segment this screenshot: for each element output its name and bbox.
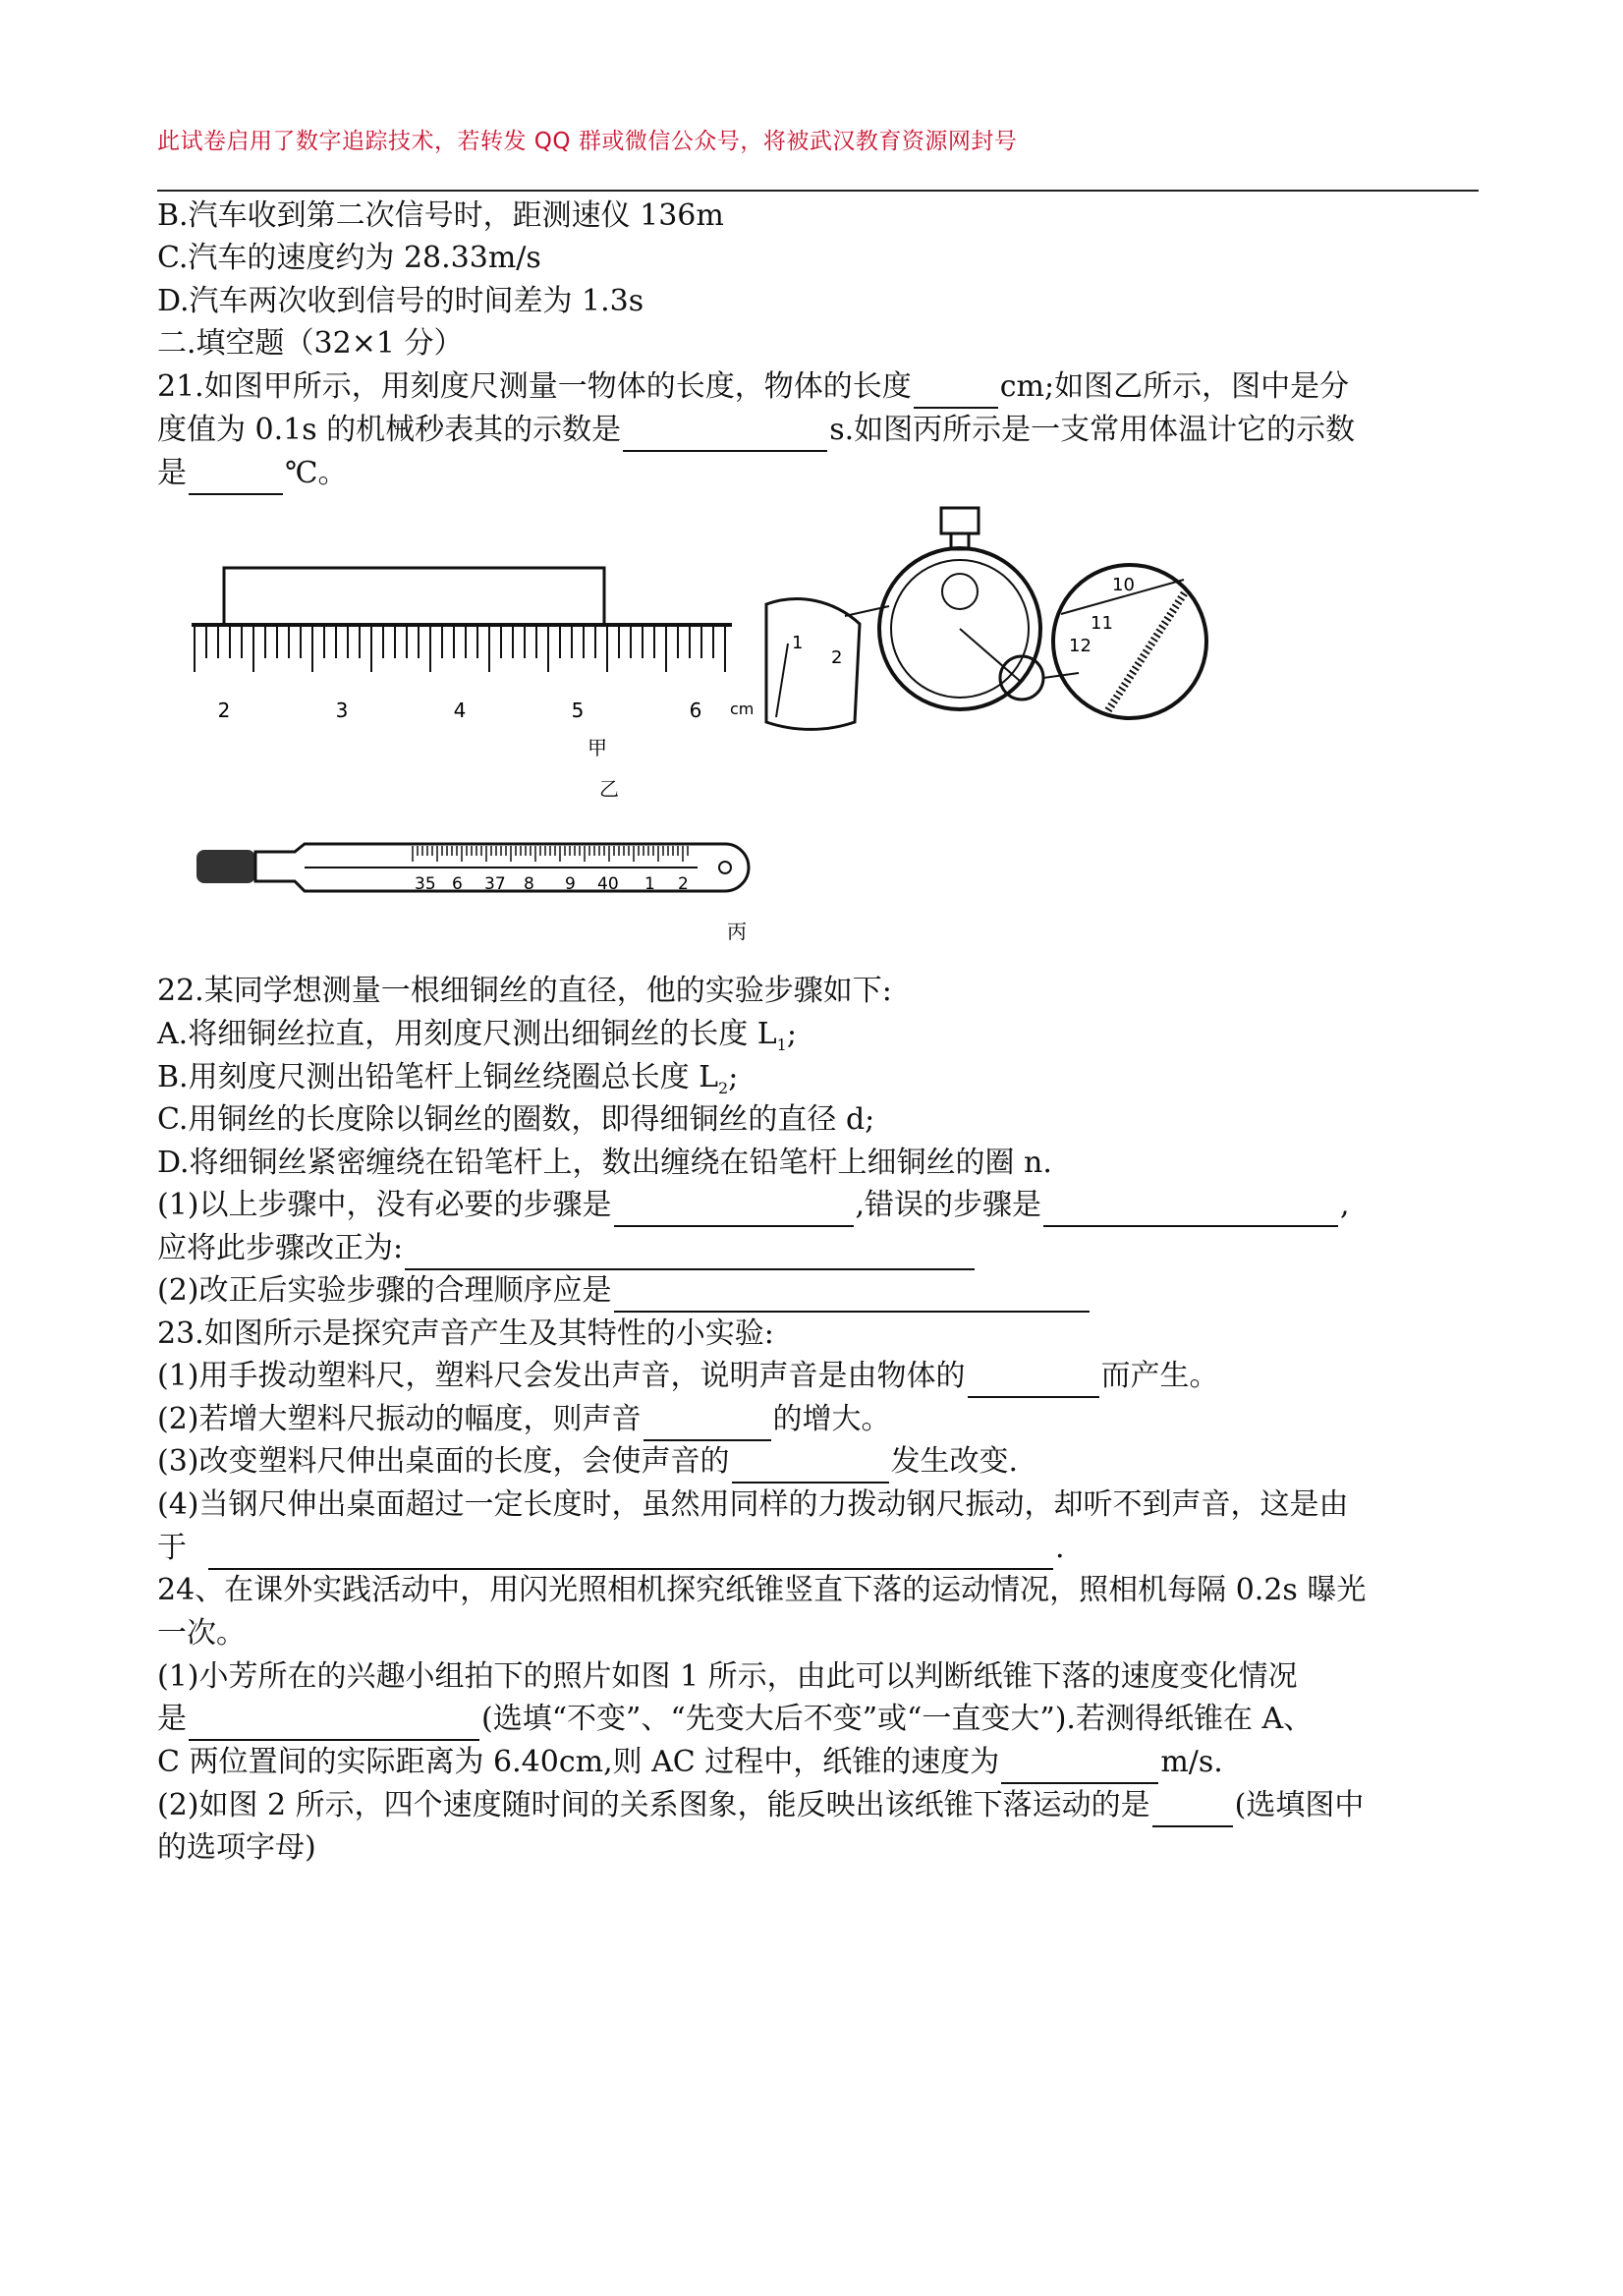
q22-sub1-text-d: 应将此步骤改正为:: [157, 1231, 404, 1265]
q23-sub4-text-c: .: [1055, 1531, 1065, 1565]
q22-step-b-sub: 2: [718, 1079, 729, 1097]
q21-length-blank: [914, 373, 998, 409]
left-dial-label-2: 2: [831, 647, 843, 668]
q22-step-d: D.将细铜丝紧密缠绕在铅笔杆上，数出缠绕在铅笔杆上细铜丝的圈 n.: [157, 1146, 1052, 1180]
q23-sub2-text-a: (2)若增大塑料尺振动的幅度，则声音: [157, 1402, 642, 1436]
q23-title: 23.如图所示是探究声音产生及其特性的小实验:: [157, 1316, 774, 1351]
q22-unneeded-blank: [614, 1192, 854, 1227]
q22-sub1-correction: [157, 1227, 1483, 1270]
q24-speed-change-blank: [189, 1706, 479, 1741]
option-b: B.汽车收到第二次信号时，距测速仪 136m: [157, 198, 724, 233]
right-dial-label-11: 11: [1091, 613, 1113, 634]
thermometer-figure: [187, 840, 756, 948]
q22-sub1-text-c: ,: [1340, 1188, 1350, 1222]
second-hand: [960, 629, 1020, 681]
stopwatch-crown: [941, 508, 979, 533]
option-c: C.汽车的速度约为 28.33m/s: [157, 241, 541, 275]
q23-sub2: [157, 1398, 1483, 1441]
thermo-label-2: 2: [678, 874, 689, 894]
stopwatch-figure: [727, 496, 1208, 742]
header-divider: [157, 190, 1479, 192]
q23-loudness-blank: [644, 1406, 771, 1441]
q21-thermometer-blank: [189, 460, 283, 495]
q23-sub3: [157, 1440, 1483, 1484]
figure-caption-yi: 乙: [599, 777, 619, 801]
q24-sub1-text-e: m/s.: [1160, 1745, 1223, 1779]
q23-sub4-text-b: 于: [157, 1531, 187, 1565]
section-title: 二.填空题（32×1 分）: [157, 326, 464, 361]
q23-sub1-text-b: 而产生。: [1100, 1359, 1219, 1393]
q21-text-a: 21.如图甲所示，用刻度尺测量一物体的长度，物体的长度: [157, 369, 912, 404]
q22-title: 22.某同学想测量一根细铜丝的直径，他的实验步骤如下:: [157, 974, 892, 1008]
q22-step-a-sub: 1: [776, 1036, 787, 1054]
q22-correction-blank: [405, 1235, 975, 1270]
q24-sub1-cont: [157, 1698, 1483, 1741]
q22-step-b-end: ;: [728, 1060, 739, 1094]
ruler-figure: [187, 550, 737, 776]
q21-line2: [157, 409, 1483, 452]
q24-title-line2: 一次。: [157, 1616, 246, 1651]
option-d: D.汽车两次收到信号的时间差为 1.3s: [157, 284, 644, 318]
q22-step-c: C.用铜丝的长度除以铜丝的圈数，即得细铜丝的直径 d;: [157, 1102, 875, 1137]
thermo-label-6: 6: [452, 874, 463, 894]
q24-sub2: [157, 1784, 1483, 1827]
q23-pitch-blank: [732, 1448, 889, 1484]
q22-step-a-text: A.将细铜丝拉直，用刻度尺测出细铜丝的长度 L: [157, 1017, 777, 1051]
measured-object: [224, 568, 604, 625]
ruler-label-4: 4: [453, 699, 467, 722]
thermo-label-9: 9: [565, 874, 576, 894]
q23-reason-blank: [208, 1535, 1053, 1570]
right-dial-label-10: 10: [1112, 575, 1135, 595]
q23-sub3-text-a: (3)改变塑料尺伸出桌面的长度，会使声音的: [157, 1444, 730, 1479]
q23-sub1: [157, 1355, 1483, 1398]
q24-sub1-text-c: (选填“不变”、“先变大后不变”或“一直变大”).若测得纸锥在 A、: [481, 1702, 1314, 1736]
thermo-label-8: 8: [524, 874, 534, 894]
q23-vibration-blank: [968, 1363, 1099, 1398]
thermo-label-35: 35: [415, 874, 436, 894]
q24-sub2-text-b: (选填图中: [1234, 1788, 1365, 1822]
q22-sub1: [157, 1184, 1483, 1227]
q23-sub2-text-b: 的增大。: [772, 1402, 891, 1436]
anti-piracy-notice: 此试卷启用了数字追踪技术，若转发 QQ 群或微信公众号，将被武汉教育资源网封号: [157, 129, 1018, 154]
q22-wrong-blank: [1043, 1192, 1338, 1227]
thermometer-bulb: [196, 850, 255, 883]
q24-title-line1: 24、在课外实践活动中，用闪光照相机探究纸锥竖直下落的运动情况，照相机每隔 0.2s 曝光: [157, 1573, 1367, 1607]
right-dial-scale: [1108, 592, 1185, 710]
thermo-label-40: 40: [597, 874, 619, 894]
q23-sub4: (4)当钢尺伸出桌面超过一定长度时，虽然用同样的力拨动钢尺振动，却听不到声音，这是由: [157, 1487, 1349, 1522]
left-dial-unit: cm: [730, 700, 755, 718]
q23-sub3-text-b: 发生改变.: [890, 1444, 1019, 1479]
thermometer-ticks: [413, 846, 688, 862]
q24-sub1-text-d: C 两位置间的实际距离为 6.40cm,则 AC 过程中，纸锥的速度为: [157, 1745, 1000, 1779]
q21-text-f: ℃。: [285, 456, 348, 490]
thermo-label-37: 37: [484, 874, 506, 894]
q21-text-d: s.如图丙所示是一支常用体温计它的示数: [829, 413, 1356, 447]
q22-sub2-text: (2)改正后实验步骤的合理顺序应是: [157, 1273, 612, 1308]
ruler-ticks: [195, 625, 725, 672]
q22-sub2: [157, 1269, 1483, 1313]
q22-sub1-text-b: ,错误的步骤是: [855, 1188, 1042, 1222]
thermometer-end-cap: [719, 862, 731, 873]
left-dial-label-1: 1: [792, 633, 804, 653]
q22-step-a-end: ;: [786, 1017, 797, 1051]
q24-sub2-text-a: (2)如图 2 所示，四个速度随时间的关系图象，能反映出该纸锥下落运动的是: [157, 1788, 1150, 1822]
q21-line1: [157, 365, 1483, 409]
left-magnifier: [766, 599, 860, 730]
q21-text-c: 度值为 0.1s 的机械秒表其的示数是: [157, 413, 622, 447]
q21-line3: [157, 452, 1483, 495]
ruler-label-6: 6: [689, 699, 702, 722]
q24-graph-blank: [1152, 1792, 1233, 1827]
q21-text-e: 是: [157, 456, 187, 490]
q21-stopwatch-blank: [623, 417, 827, 452]
q24-sub1-text-b: 是: [157, 1702, 187, 1736]
q22-order-blank: [614, 1277, 1090, 1313]
q24-speed-blank: [1001, 1749, 1158, 1784]
right-dial-label-12: 12: [1069, 636, 1091, 656]
q24-sub1: (1)小芳所在的兴趣小组拍下的照片如图 1 所示，由此可以判断纸锥下落的速度变化情况: [157, 1659, 1298, 1694]
figure-caption-bing: 丙: [727, 920, 747, 943]
q24-sub1-speed: [157, 1741, 1483, 1784]
q23-sub1-text-a: (1)用手拨动塑料尺，塑料尺会发出声音，说明声音是由物体的: [157, 1359, 966, 1393]
minute-subdial: [942, 574, 978, 609]
ruler-label-3: 3: [335, 699, 349, 722]
ruler-label-2: 2: [217, 699, 231, 722]
thermo-label-1: 1: [644, 874, 655, 894]
q21-text-b: cm;如图乙所示，图中是分: [999, 369, 1350, 404]
figure-caption-jia: 甲: [588, 736, 607, 759]
q23-sub4-cont: [157, 1527, 1483, 1570]
left-dial-needle: [776, 644, 788, 717]
q24-sub2-cont: 的选项字母): [157, 1830, 316, 1865]
q22-step-b-text: B.用刻度尺测出铅笔杆上铜丝绕圈总长度 L: [157, 1060, 719, 1094]
q22-sub1-text-a: (1)以上步骤中，没有必要的步骤是: [157, 1188, 612, 1222]
ruler-label-5: 5: [571, 699, 585, 722]
